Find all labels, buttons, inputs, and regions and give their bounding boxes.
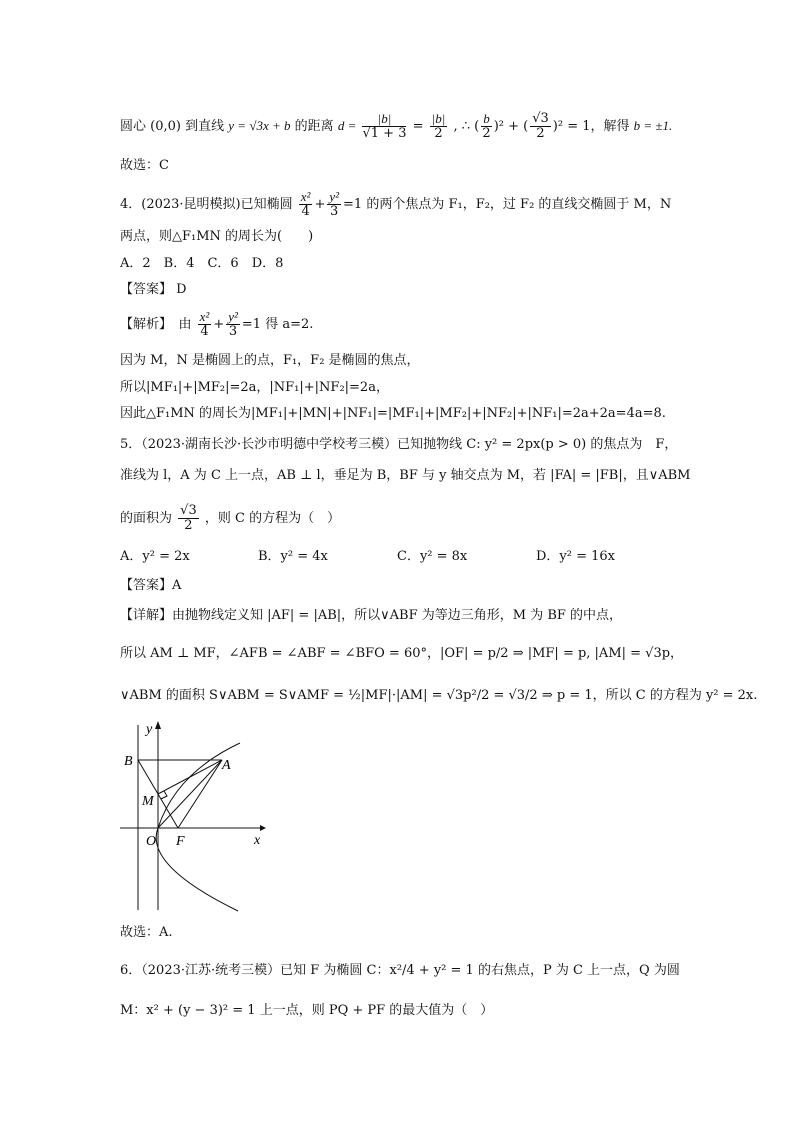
fraction: [226, 310, 240, 339]
text: 4．(2023·昆明模拟)已知椭圆: [120, 197, 293, 212]
question-5-option-b: B．y² = 4x: [258, 549, 328, 564]
fraction: [327, 190, 341, 219]
y-axis-arrow: [155, 721, 161, 729]
segment-MA: [158, 760, 222, 794]
answer-choice-5: 故选：A.: [120, 925, 173, 940]
analysis-4-line2: 因为 M，N 是椭圆上的点，F₁，F₂ 是椭圆的焦点，: [120, 353, 420, 368]
answer-4: [120, 282, 187, 298]
numerator: x²: [300, 189, 311, 204]
fraction: [481, 112, 492, 141]
text: 的距离: [294, 119, 334, 134]
denominator: 2: [536, 126, 545, 141]
text: 的面积为: [120, 511, 173, 526]
denominator: 3: [228, 324, 238, 339]
text: =1 得 a=2.: [241, 317, 314, 332]
question-5-option-a: A．y² = 2x: [120, 549, 190, 564]
numerator: |b|: [362, 112, 406, 127]
fraction: [198, 310, 212, 339]
label-A: A: [222, 758, 231, 773]
numerator: y²: [228, 309, 238, 324]
numerator: √3: [180, 503, 197, 518]
formula: b = ±1.: [633, 118, 673, 133]
question-4: [120, 190, 671, 219]
text: +: [314, 197, 326, 212]
label-x: x: [254, 833, 261, 848]
detail-5-line1: 【详解】由抛物线定义知 |AF| = |AB|，所以∨ABF 为等边三角形，M 为 BF 的中点，: [120, 608, 623, 623]
fraction: [299, 190, 313, 219]
fraction: [178, 504, 199, 533]
fraction: [430, 112, 448, 141]
question-5-cont2: [120, 504, 340, 533]
numerator: y²: [329, 189, 340, 204]
denominator: 2: [482, 126, 491, 141]
analysis-4: [120, 310, 313, 339]
text: 【解析】 由: [120, 317, 192, 332]
answer-5: 【答案】A: [120, 578, 182, 593]
text: (0,0): [150, 119, 181, 134]
denominator: 2: [434, 126, 443, 141]
denominator: 2: [184, 518, 193, 533]
label-y: y: [146, 722, 153, 737]
solution-line-circle-distance: 圆心 (0,0) 到直线 y = √3x + b 的距离 d = $\frac{|b|}{√1 + 3}$ = $\frac{|b|}{2}$ , ∴ ( $\frac{b}{2}$ )² + ( $\frac{√3}{2}$ )² = 1，解得 b = ±1.: [120, 111, 673, 141]
label-O: O: [146, 834, 157, 849]
segment-OA: [158, 760, 222, 828]
label-F: F: [176, 834, 185, 849]
denominator: 4: [200, 324, 209, 339]
answer-choice-line: 故选：C: [120, 158, 169, 173]
question-5-option-d: D．y² = 16x: [536, 549, 616, 564]
label-M: M: [142, 794, 154, 809]
question-4-options: A．2 B．4 C．6 D．8: [120, 256, 284, 271]
text: ，则 C 的方程为（ ）: [204, 511, 341, 526]
x-axis-arrow: [260, 825, 266, 831]
text: =1 的两个焦点为 F₁，F₂，过 F₂ 的直线交椭圆于 M，N: [343, 197, 672, 212]
parabola-figure: [120, 715, 270, 915]
numerator: x²: [199, 309, 210, 324]
formula: y = √3x + b: [228, 118, 291, 133]
text: , ∴: [453, 119, 470, 134]
numerator: b: [483, 111, 490, 126]
analysis-4-line3: 所以|MF₁|+|MF₂|=2a，|NF₁|+|NF₂|=2a，: [120, 380, 389, 395]
segment-FA: [178, 760, 222, 828]
detail-5-line2: 所以 AM ⊥ MF，∠AFB = ∠ABF = ∠BFO = 60°，|OF| = p/2 ⇒ |MF| = p, |AM| = √3p，: [120, 646, 684, 661]
question-6: 6．（2023·江苏·统考三模）已知 F 为椭圆 C：x²/4 + y² = 1 的右焦点，P 为 C 上一点，Q 为圆: [120, 963, 680, 978]
fraction: [362, 112, 406, 141]
detail-5-line3: ∨ABM 的面积 S∨ABM = S∨AMF = ½|MF|·|AM| = √3p²/2 = √3/2 ⇒ p = 1，所以 C 的方程为 y² = 2x.: [120, 688, 758, 703]
analysis-4-line4: 因此△F₁MN 的周长为|MF₁|+|MN|+|NF₁|=|MF₁|+|MF₂|+|NF₂|+|NF₁|=2a+2a=4a=8.: [120, 406, 666, 421]
question-5-cont: 准线为 l，A 为 C 上一点，AB ⊥ l，垂足为 B，BF 与 y 轴交点为 M，若 |FA| = |FB|，且∨ABM: [120, 468, 691, 483]
text: 到直线: [185, 119, 225, 134]
text: D: [176, 282, 187, 297]
formula: d =: [337, 118, 357, 133]
text: 圆心: [120, 119, 147, 134]
question-5: 5．（2023·湖南长沙·长沙市明德中学校考三模）已知抛物线 C: y² = 2px(p > 0) 的焦点为 F，: [120, 437, 678, 452]
numerator: |b|: [431, 111, 446, 126]
label-B: B: [124, 754, 133, 769]
question-6-cont: M：x² + (y − 3)² = 1 上一点，则 PQ + PF 的最大值为（ ）: [120, 1003, 494, 1018]
text: = 1，解得: [567, 119, 630, 134]
numerator: √3: [532, 111, 549, 126]
question-4-cont: 两点，则△F₁MN 的周长为( ): [120, 229, 314, 244]
denominator: 3: [330, 204, 339, 219]
text: 【答案】: [120, 282, 173, 297]
question-5-option-c: C．y² = 8x: [397, 549, 468, 564]
fraction: [530, 112, 551, 141]
text: +: [213, 317, 225, 332]
denominator: 4: [301, 204, 310, 219]
denominator: √1 + 3: [362, 126, 407, 141]
